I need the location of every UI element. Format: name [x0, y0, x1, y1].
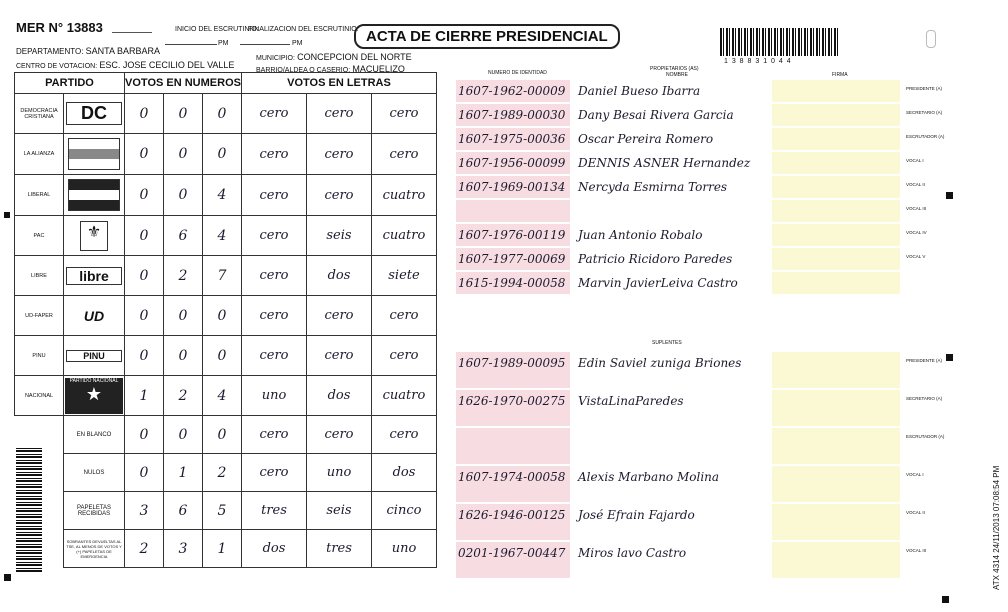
vote-number: 0: [203, 134, 242, 175]
vote-number: 0: [164, 296, 203, 336]
member-id: 1607-1956-00099: [458, 156, 566, 170]
top-barcode: [720, 28, 840, 56]
member-role: VOCAL I: [906, 472, 924, 477]
vote-word: dos: [307, 376, 372, 416]
party-logo: [64, 256, 125, 296]
vote-number: 4: [203, 216, 242, 256]
member-role: SECRETARIO (A): [906, 110, 943, 115]
vote-word: cero: [372, 296, 437, 336]
signature-cell: [772, 248, 900, 270]
centro: [16, 60, 234, 70]
party-row: [15, 216, 437, 256]
vote-word: dos: [307, 256, 372, 296]
vote-number: 0: [125, 216, 164, 256]
total-label: SOBRANTES DEVUELTAS AL TSE, AL MENOS DE VOTOS Y (+) PAPELETAS DE EMERGENCIA: [64, 530, 125, 568]
total-word: dos: [372, 454, 437, 492]
mer-label-text: MER N°: [16, 20, 64, 35]
signature-cell: [772, 428, 900, 464]
total-row: [15, 416, 437, 454]
party-row: [15, 296, 437, 336]
inicio-label: INICIO DEL ESCRUTINIO:: [175, 26, 259, 33]
member-role: ESCRUTADOR (A): [906, 434, 945, 439]
punch-hole: [926, 30, 936, 48]
total-word: cero: [372, 416, 437, 454]
total-number: 1: [203, 530, 242, 568]
member-name: Daniel Bueso Ibarra: [578, 84, 701, 98]
party-logo: [64, 376, 125, 416]
vote-number: 0: [203, 336, 242, 376]
total-word: uno: [307, 454, 372, 492]
dc-logo: DC: [66, 102, 122, 125]
party-row: [15, 376, 437, 416]
col-propietarios: PROPIETARIOS (AS): [650, 66, 699, 72]
nacional-logo-text: PARTIDO NACIONAL: [69, 377, 119, 384]
total-row: [15, 454, 437, 492]
pac-shield-icon: ⚜: [80, 221, 108, 251]
vote-number: 0: [164, 134, 203, 175]
party-name: UD-FAPER: [15, 296, 64, 336]
suplentes-title: SUPLENTES: [652, 340, 682, 346]
party-logo: [64, 94, 125, 134]
vote-number: 4: [203, 175, 242, 216]
member-id: 1607-1989-00030: [458, 108, 566, 122]
party-name: LA ALIANZA: [15, 134, 64, 175]
member-id: 1607-1975-00036: [458, 132, 566, 146]
member-role: VOCAL V: [906, 254, 926, 259]
member-name: DENNIS ASNER Hernandez: [578, 156, 751, 170]
party-logo: [64, 336, 125, 376]
col-firma: FIRMA: [832, 72, 848, 78]
vote-word: cero: [242, 336, 307, 376]
pinu-logo: PINU: [66, 350, 122, 362]
vote-word: cero: [307, 336, 372, 376]
member-name: Nercyda Esmirna Torres: [578, 180, 728, 194]
signature-cell: [772, 352, 900, 388]
party-logo: [64, 175, 125, 216]
signature-cell: [772, 224, 900, 246]
barcode-number: 1 3 8 8 3 1 0 4 4: [724, 58, 792, 65]
id-cell: [456, 200, 570, 222]
member-id: 1607-1969-00134: [458, 180, 566, 194]
total-word: seis: [307, 492, 372, 530]
header-numeros: VOTOS EN NUMEROS: [125, 73, 242, 94]
total-label: EN BLANCO: [64, 416, 125, 454]
total-number: 0: [125, 454, 164, 492]
member-name: Marvin JavierLeiva Castro: [578, 276, 738, 290]
signature-cell: [772, 272, 900, 294]
registration-mark-left: [4, 574, 11, 581]
vote-word: cuatro: [372, 376, 437, 416]
member-role: PRESIDENTE (A): [906, 86, 943, 91]
registration-mark-right-3: [942, 596, 949, 603]
vote-word: uno: [242, 376, 307, 416]
total-number: 5: [203, 492, 242, 530]
signature-cell: [772, 104, 900, 126]
vote-word: cero: [242, 175, 307, 216]
total-word: tres: [307, 530, 372, 568]
col-nombre: NOMBRE: [666, 72, 688, 78]
vote-word: cuatro: [372, 175, 437, 216]
mer-number: 13883: [66, 20, 103, 35]
member-id: 1607-1962-00009: [458, 84, 566, 98]
vote-number: 7: [203, 256, 242, 296]
member-name: José Efrain Fajardo: [578, 508, 695, 522]
vote-word: cero: [307, 296, 372, 336]
vote-word: cero: [242, 256, 307, 296]
mer-label: [16, 20, 103, 35]
member-name: Dany Besai Rivera Garcia: [578, 108, 734, 122]
total-number: 1: [164, 454, 203, 492]
total-word: cero: [307, 416, 372, 454]
vote-word: cero: [242, 296, 307, 336]
member-name: Patricio Ricidoro Paredes: [578, 252, 733, 266]
vote-number: 0: [125, 134, 164, 175]
vote-number: 0: [125, 94, 164, 134]
party-name: PINU: [15, 336, 64, 376]
total-number: 0: [203, 416, 242, 454]
signature-cell: [772, 176, 900, 198]
signature-cell: [772, 128, 900, 150]
header-partido: PARTIDO: [15, 73, 125, 94]
vote-number: 2: [164, 256, 203, 296]
total-number: 2: [203, 454, 242, 492]
inicio-line: [165, 44, 217, 45]
barrio-label: BARRIO/ALDEA O CASERIO:: [256, 67, 351, 74]
ud-logo: UD: [83, 307, 105, 324]
registration-mark-right-2: [946, 354, 953, 361]
vote-word: seis: [307, 216, 372, 256]
registration-mark-right-1: [946, 192, 953, 199]
member-name: Juan Antonio Robalo: [578, 228, 703, 242]
side-stamp: [992, 316, 1001, 590]
total-number: 6: [164, 492, 203, 530]
signature-cell: [772, 80, 900, 102]
departamento-label: DEPARTAMENTO:: [16, 47, 84, 56]
member-role: PRESIDENTE (A): [906, 358, 943, 363]
liberal-flag-icon: [68, 179, 120, 211]
vote-word: cero: [307, 134, 372, 175]
col-identidad: NUMERO DE IDENTIDAD: [488, 70, 547, 76]
left-barcode: [16, 446, 42, 572]
nacional-logo: [65, 378, 123, 414]
member-role: VOCAL I: [906, 158, 924, 163]
vote-word: cero: [307, 94, 372, 134]
signature-cell: [772, 542, 900, 578]
vote-number: 2: [164, 376, 203, 416]
member-id: 1607-1989-00095: [458, 356, 566, 370]
header-letras: VOTOS EN LETRAS: [242, 73, 437, 94]
member-id: 1607-1974-00058: [458, 470, 566, 484]
vote-number: 0: [125, 336, 164, 376]
total-row: [15, 530, 437, 568]
member-role: VOCAL II: [906, 510, 925, 515]
vote-number: 0: [164, 94, 203, 134]
party-row: [15, 175, 437, 216]
total-number: 3: [164, 530, 203, 568]
total-number: 0: [164, 416, 203, 454]
party-name: DEMOCRACIA CRISTIANA: [15, 94, 64, 134]
municipio-label: MUNICIPIO:: [256, 55, 295, 62]
party-name: PAC: [15, 216, 64, 256]
alianza-flag-icon: [68, 138, 120, 170]
member-id: 1615-1994-00058: [458, 276, 566, 290]
municipio-value: CONCEPCION DEL NORTE: [297, 52, 412, 62]
member-role: VOCAL III: [906, 206, 927, 211]
barrio-value: MACUELIZO: [352, 64, 405, 74]
member-role: VOCAL III: [906, 548, 927, 553]
total-word: cero: [242, 416, 307, 454]
side-stamp-text: ATX 4314 24/11/2013 07:08:54 PM: [992, 465, 1001, 590]
total-word: cinco: [372, 492, 437, 530]
registration-mark-left-mid: [4, 212, 10, 218]
vote-word: cuatro: [372, 216, 437, 256]
member-role: SECRETARIO (A): [906, 396, 943, 401]
party-name: NACIONAL: [15, 376, 64, 416]
mer-stamp: [112, 22, 152, 33]
vote-number: 1: [125, 376, 164, 416]
member-role: VOCAL II: [906, 182, 925, 187]
party-logo: [64, 296, 125, 336]
party-name: LIBERAL: [15, 175, 64, 216]
vote-number: 6: [164, 216, 203, 256]
member-role: ESCRUTADOR (A): [906, 134, 945, 139]
member-name: Alexis Marbano Molina: [578, 470, 720, 484]
member-id: 1607-1977-00069: [458, 252, 566, 266]
vote-number: 4: [203, 376, 242, 416]
total-word: tres: [242, 492, 307, 530]
vote-word: siete: [372, 256, 437, 296]
pm-label-2: PM: [292, 40, 303, 47]
party-rows: [15, 94, 437, 416]
vote-number: 0: [164, 336, 203, 376]
vote-number: 0: [164, 175, 203, 216]
centro-value: ESC. JOSE CECILIO DEL VALLE: [99, 60, 235, 70]
total-row: [15, 492, 437, 530]
centro-label: CENTRO DE VOTACION:: [16, 63, 98, 70]
municipio: [256, 52, 412, 62]
signature-cell: [772, 390, 900, 426]
vote-word: cero: [242, 216, 307, 256]
party-row: [15, 256, 437, 296]
vote-number: 0: [125, 175, 164, 216]
vote-number: 0: [203, 94, 242, 134]
member-role: VOCAL IV: [906, 230, 927, 235]
total-number: 2: [125, 530, 164, 568]
party-name: LIBRE: [15, 256, 64, 296]
party-row: [15, 134, 437, 175]
vote-word: cero: [372, 336, 437, 376]
vote-word: cero: [307, 175, 372, 216]
party-row: [15, 94, 437, 134]
total-word: cero: [242, 454, 307, 492]
party-logo: [64, 216, 125, 256]
total-label: NULOS: [64, 454, 125, 492]
party-row: [15, 336, 437, 376]
total-label: PAPELETAS RECIBIDAS: [64, 492, 125, 530]
total-word: dos: [242, 530, 307, 568]
member-name: Miros lavo Castro: [578, 546, 687, 560]
libre-logo: libre: [66, 267, 122, 285]
member-name: Oscar Pereira Romero: [578, 132, 714, 146]
document-title: ACTA DE CIERRE PRESIDENCIAL: [354, 24, 620, 49]
total-word: uno: [372, 530, 437, 568]
vote-number: 0: [125, 296, 164, 336]
pm-label-1: PM: [218, 40, 229, 47]
member-id: 0201-1967-00447: [458, 546, 566, 560]
party-logo: [64, 134, 125, 175]
votes-table: [14, 72, 437, 568]
departamento-value: SANTA BARBARA: [85, 46, 161, 56]
vote-number: 0: [203, 296, 242, 336]
signature-cell: [772, 200, 900, 222]
departamento: [16, 46, 160, 56]
vote-number: 0: [125, 256, 164, 296]
member-name: Edin Saviel zuniga Briones: [578, 356, 742, 370]
signature-cell: [772, 466, 900, 502]
vote-word: cero: [242, 134, 307, 175]
total-number: 0: [125, 416, 164, 454]
vote-word: cero: [372, 134, 437, 175]
vote-word: cero: [372, 94, 437, 134]
fin-line: [240, 44, 290, 45]
finalizacion-label: FINALIZACION DEL ESCRUTINIO:: [248, 26, 359, 33]
member-id: 1607-1976-00119: [458, 228, 566, 242]
signature-cell: [772, 504, 900, 540]
signature-cell: [772, 152, 900, 174]
id-cell: [456, 428, 570, 464]
vote-word: cero: [242, 94, 307, 134]
total-number: 3: [125, 492, 164, 530]
total-rows: [15, 416, 437, 568]
member-name: VistaLinaParedes: [578, 394, 684, 408]
member-id: 1626-1946-00125: [458, 508, 566, 522]
member-id: 1626-1970-00275: [458, 394, 566, 408]
star-icon: ★: [85, 383, 103, 404]
